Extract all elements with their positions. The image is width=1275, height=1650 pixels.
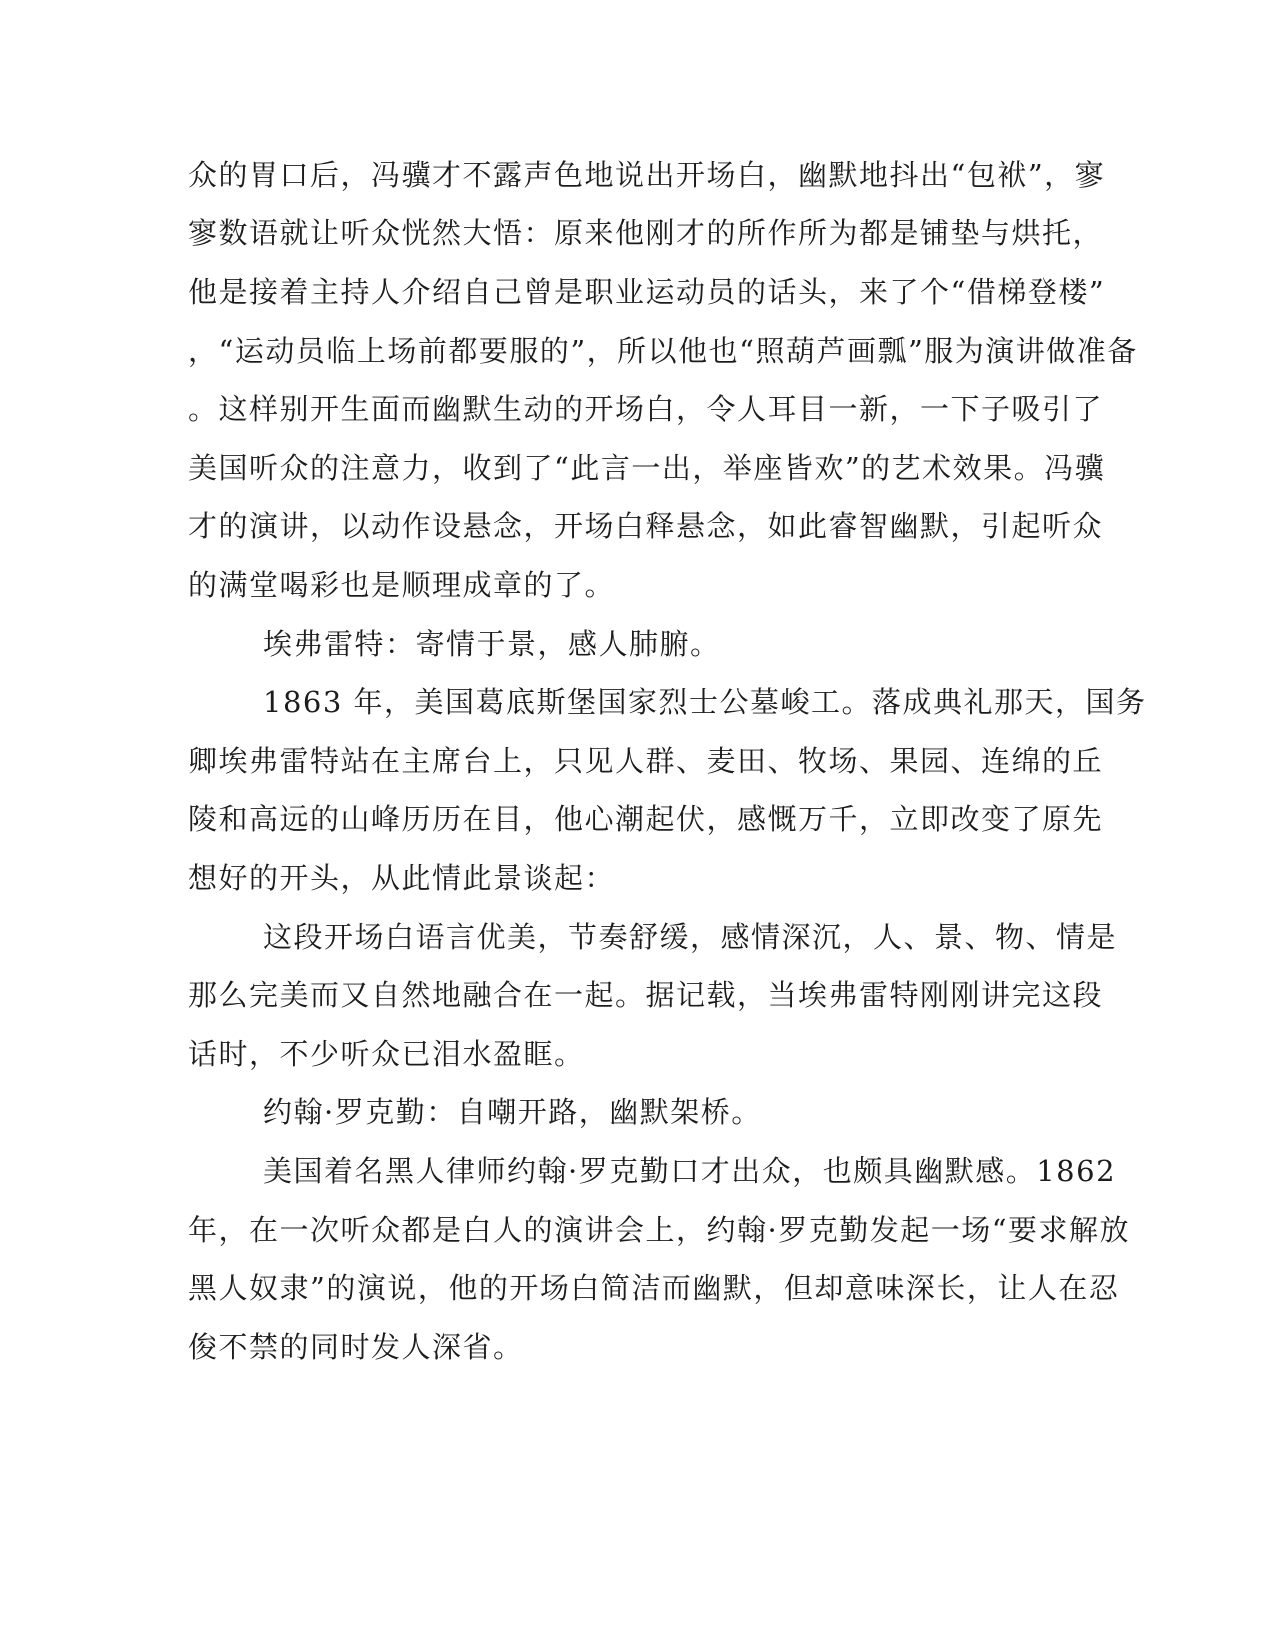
- text-line: 陵和高远的山峰历历在目，他心潮起伏，感慨万千，立即改变了原先: [188, 802, 1104, 836]
- text-line: 黑人奴隶”的演说，他的开场白简洁而幽默，但却意味深长，让人在忍: [188, 1271, 1120, 1305]
- text-line: 众的胃口后，冯骥才不露声色地说出开场白，幽默地抖出“包袱”，寥: [188, 158, 1106, 192]
- text-line: 卿埃弗雷特站在主席台上，只见人群、麦田、牧场、果园、连绵的丘: [188, 744, 1104, 778]
- section-heading: 约翰·罗克勤：自嘲开路，幽默架桥。: [263, 1095, 762, 1129]
- text-line: 。这样别开生面而幽默生动的开场白，令人耳目一新，一下子吸引了: [188, 392, 1104, 426]
- text-line: 俊不禁的同时发人深省。: [188, 1330, 524, 1364]
- text-line: ，“运动员临上场前都要服的”，所以他也“照葫芦画瓢”服为演讲做准备: [188, 334, 1138, 368]
- text-line: 1863 年，美国葛底斯堡国家烈士公墓峻工。落成典礼那天，国务: [263, 685, 1147, 719]
- text-line: 的满堂喝彩也是顺理成章的了。: [188, 568, 616, 602]
- text-line: 这段开场白语言优美，节奏舒缓，感情深沉，人、景、物、情是: [263, 920, 1118, 954]
- text-line: 那么完美而又自然地融合在一起。据记载，当埃弗雷特刚刚讲完这段: [188, 978, 1104, 1012]
- text-line: 想好的开头，从此情此景谈起：: [188, 861, 616, 895]
- section-heading: 埃弗雷特：寄情于景，感人肺腑。: [263, 627, 721, 661]
- text-line: 美国听众的注意力，收到了“此言一出，举座皆欢”的艺术效果。冯骥: [188, 451, 1106, 485]
- text-line: 寥数语就让听众恍然大悟：原来他刚才的所作所为都是铺垫与烘托，: [188, 216, 1104, 250]
- text-line: 年，在一次听众都是白人的演讲会上，约翰·罗克勤发起一场“要求解放: [188, 1213, 1131, 1247]
- text-line: 美国着名黑人律师约翰·罗克勤口才出众，也颇具幽默感。1862: [263, 1154, 1117, 1188]
- text-line: 话时，不少听众已泪水盈眶。: [188, 1037, 585, 1071]
- text-line: 他是接着主持人介绍自己曾是职业运动员的话头，来了个“借梯登楼”: [188, 275, 1106, 309]
- text-line: 才的演讲，以动作设悬念，开场白释悬念，如此睿智幽默，引起听众: [188, 509, 1104, 543]
